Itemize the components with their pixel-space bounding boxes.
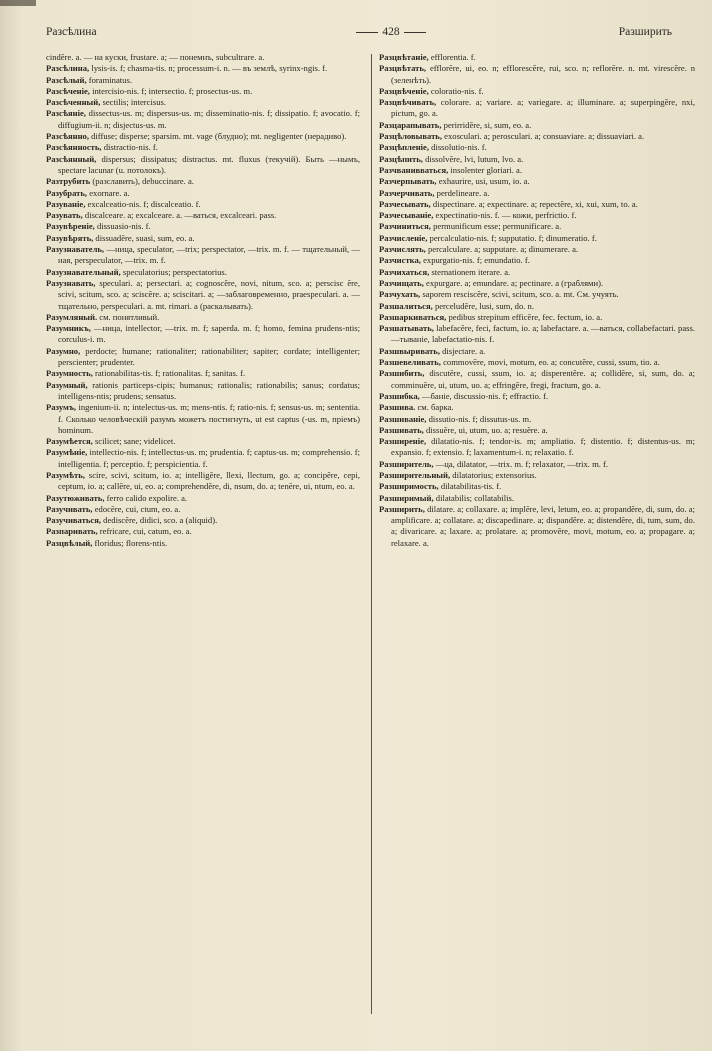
dictionary-entry [379, 120, 695, 131]
entry-definition: —ница, speculator, —trix; perspectator, —trix. m. f. — тщательный, —ная, perspeculator, —trix. m. f. [58, 244, 361, 266]
dictionary-entry [46, 538, 360, 549]
dictionary-entry [379, 97, 695, 120]
entry-headword: Разширительный, [379, 469, 451, 480]
dictionary-entry [46, 233, 360, 244]
entry-definition: ferro calido expolire. a. [106, 492, 188, 503]
entry-definition: expectinatio-nis. f. — кожи, perfrictio. f. [435, 210, 577, 221]
dictionary-entry [379, 301, 695, 312]
entry-definition: lysis-is. f; chasma-tis. n; processum-i. n. — въ землѣ, syrinx-ngis. f. [91, 63, 328, 74]
entry-definition: discalceare. a; excalceare. a. —ваться, excalceari. pass. [84, 210, 277, 221]
entry-headword: Разутюживать, [46, 492, 105, 503]
entry-headword: Разумно, [46, 345, 81, 356]
dictionary-entry [46, 493, 360, 504]
entry-headword: Разсѣянно, [46, 131, 89, 142]
entry-definition: sternationem iterare. a. [431, 266, 511, 277]
entry-definition: labefacĕre, feci, factum, io. a; labefactare. a. —ваться, collabefactari. pass. —тываніе, labefactatio-nis. f. [391, 323, 695, 345]
dictionary-entry [379, 233, 695, 244]
entry-definition: efflorēre, ui, eo. n; efflorescĕre, rui, sco. n; reflorēre. n. mt. virescĕre. n (зеленѣть). [391, 63, 695, 85]
entry-definition: perirridĕre, si, sum, eo. a. [443, 119, 532, 130]
dictionary-entry [46, 199, 360, 210]
entry-definition: disjectare. a. [442, 345, 486, 356]
entry-definition: dissuadēre, suasi, sum, eo. a. [95, 232, 195, 243]
dictionary-entry [46, 436, 360, 447]
dictionary-entry [46, 97, 360, 108]
dictionary-entry [46, 368, 360, 379]
entry-headword: Разцвѣтаніе, [379, 52, 429, 62]
entry-headword: Разумѣть, [46, 469, 85, 480]
dictionary-entry [379, 289, 695, 300]
dictionary-entry [379, 188, 695, 199]
dictionary-entry [379, 357, 695, 368]
dictionary-entry [46, 52, 360, 63]
entry-definition: scilicet; sane; videlicet. [94, 436, 176, 447]
left-column [46, 52, 360, 549]
dictionary-entry [46, 267, 360, 278]
entry-headword: Разчерпывать, [379, 176, 437, 187]
header-page-number [336, 26, 446, 38]
entry-headword: Разпаривать, [46, 526, 98, 537]
dictionary-entry [379, 176, 695, 187]
entry-headword: Разшива. [379, 402, 416, 413]
entry-definition: efflorentia. f. [430, 52, 476, 62]
entry-definition: dissolutio-nis. f. [431, 142, 487, 153]
entry-headword: Разубрать, [46, 187, 88, 198]
entry-headword: Разшевеливать, [379, 357, 441, 368]
entry-headword: Разшалиться, [379, 300, 433, 311]
entry-headword: Разчистка, [379, 255, 421, 266]
entry-headword: Разчесывать, [379, 198, 431, 209]
dictionary-entry [46, 75, 360, 86]
dictionary-entry [46, 108, 360, 131]
dictionary-entry [379, 210, 695, 221]
entry-headword: Разумляный. [46, 311, 98, 322]
header-rule-left [356, 32, 378, 33]
dictionary-entry [379, 278, 695, 289]
entry-headword: Разучиваться, [46, 515, 102, 526]
dictionary-entry [379, 165, 695, 176]
entry-definition: dispectinare. a; expectinare. a; repectĕre, xi, xui, xum, to. a. [432, 198, 638, 209]
entry-definition: dilatare. a; collaxare. a; implēre, levi, letum, eo. a; propandĕre, di, sum, do. a; amplificare. a; collatare. a; discapedinare. a; dispandĕre. a; distendĕre, di, tum, sum, do. a; divaricare. a; laxare. a; prolatare. a; promovēre, movi, motum, eo. a; propagare. a; relaxare. a. [391, 503, 696, 548]
entry-definition: cindĕre. a. — на куски, frustare. a; — понемнъ, subcultrare. a. [46, 52, 265, 62]
dictionary-entry [379, 493, 695, 504]
entry-definition: scire, scivi, scitum, io. a; intelligĕre, llexi, llectum, go. a; concipĕre, cepi, ceptum, io. a; callēre, ui, eo. a; comprehendĕre, di, nsum, do. a; tenēre, ui, ntum, eo. a. [58, 469, 360, 492]
entry-definition: dilatatio-nis. f; tendor-is. m; ampliatio. f; distentio. f; distentus-us. m; expansio. f; extensio. f; laxamentum-i. n; relaxatio. f. [391, 436, 696, 458]
dictionary-entry [379, 368, 695, 391]
entry-definition: speculatorius; perspectatorius. [122, 266, 227, 277]
entry-definition: rationis particeps-cipis; humanus; rationalis; rationabilis; sanus; cordatus; intelligens-ntis; prudens; sensatus. [58, 379, 360, 401]
entry-definition: perdelineare. a. [436, 187, 490, 198]
dictionary-entry [46, 86, 360, 97]
dictionary-entry [379, 402, 695, 413]
entry-headword: Разузнаватель, [46, 244, 105, 255]
entry-definition: pedibus strepitum efficĕre, fec. fectum, io. a. [448, 311, 603, 322]
entry-definition: sectilis; intercisus. [102, 97, 167, 108]
entry-definition: dissuasio-nis. f. [96, 221, 151, 232]
entry-headword: Разсѣяніе, [46, 108, 86, 119]
entry-definition: foraminatus. [88, 74, 132, 85]
entry-definition: floridus; florens-ntis. [94, 537, 168, 548]
entry-headword: Разузнавательный, [46, 266, 121, 277]
entry-definition: intellectio-nis. f; intellectus-us. m; prudentia. f; captus-us. m; comprehensio. f; intelligentia. f; perceptio. f; perspicientia. f. [58, 447, 360, 469]
header-rule-right [404, 32, 426, 33]
entry-definition: —ница, intellector, —trix. m. f; saperda. m. f; homo, femina prudens-ntis; corculus-i. m. [58, 323, 360, 345]
entry-definition: см. понятливый. [99, 311, 160, 322]
entry-definition: dissutio-nis. f; dissutus-us. m. [428, 413, 532, 424]
header-left-word: Разсѣлина [46, 26, 97, 38]
dictionary-entry [379, 391, 695, 402]
entry-definition: exosculari. a; perosculari. a; consuaviare. a; dissuaviari. a. [444, 131, 645, 142]
entry-definition: permunificum esse; permunificare. a. [433, 221, 562, 232]
entry-headword: Разумный, [46, 379, 88, 390]
entry-definition: commovēre, movi, motum, eo. a; concutĕre, cussi, ssum, tio. a. [443, 357, 660, 368]
dictionary-entry [46, 221, 360, 232]
dictionary-entry [46, 526, 360, 537]
dictionary-entry [379, 86, 695, 97]
entry-headword: Разчислять, [379, 244, 426, 255]
entry-headword: Разтрубить [46, 176, 91, 187]
entry-definition: excalceatio-nis. f; discalceatio. f. [87, 198, 201, 209]
right-column [379, 52, 695, 549]
entry-headword: Разширимый, [379, 492, 434, 503]
entry-definition: dilatatorius; extensorius. [452, 469, 537, 480]
entry-definition: expurgatio-nis. f; emundatio. f. [423, 255, 530, 266]
dictionary-entry [46, 210, 360, 221]
entry-definition: exornare. a. [89, 187, 130, 198]
entry-headword: Разчесываніе, [379, 210, 434, 221]
dictionary-entry [46, 447, 360, 470]
entry-definition: rationabilitas-tis. f; rationalitas. f; sanitas. f. [95, 368, 246, 379]
entry-headword: Разувѣреніе, [46, 221, 95, 232]
entry-headword: Разчихаться, [379, 266, 430, 277]
entry-definition: discutĕre, cussi, ssum, io. a; disperentĕre. a; collidĕre, si, sum, do. a; comminuĕre, ui, utum, uo. a; effringĕre, fregi, fractum, go. a. [391, 368, 695, 390]
entry-headword: Разширеніе, [379, 436, 427, 447]
entry-headword: Разцвѣтать, [379, 63, 427, 74]
entry-headword: Разчисленіе, [379, 232, 428, 243]
dictionary-entry [379, 470, 695, 481]
entry-headword: Разчухать, [379, 289, 421, 300]
entry-headword: Разумникъ, [46, 323, 91, 334]
entry-definition: refricare, cui, catum, eo. a. [99, 526, 192, 537]
entry-definition: percalculatio-nis. f; supputatio. f; dinumeratio. f. [429, 232, 597, 243]
entry-headword: Разширимость, [379, 481, 439, 492]
entry-definition: perceludĕre, lusi, sum, do. n. [434, 300, 534, 311]
entry-headword: Разшибка, [379, 390, 420, 401]
entry-definition: expurgare. a; emundare. a; pectinare. a (граблями). [426, 277, 604, 288]
entry-headword: Разучивать, [46, 503, 93, 514]
entry-headword: Разчерчивать, [379, 187, 435, 198]
entry-headword: Разсѣлый, [46, 74, 87, 85]
dictionary-entry [379, 267, 695, 278]
entry-headword: Разцвѣченіе, [379, 85, 429, 96]
entry-headword: Разсѣянность, [46, 142, 102, 153]
entry-definition: dediscĕre, didici, sco. a (aliquid). [103, 515, 218, 526]
dictionary-entry [46, 380, 360, 403]
entry-definition: см. барка. [417, 402, 454, 413]
dictionary-entry [46, 504, 360, 515]
entry-definition: (разславить), debuccinare. a. [92, 176, 194, 187]
column-divider [371, 54, 372, 1014]
entry-headword: Разувѣрять, [46, 232, 94, 243]
entry-definition: exhaurire, usi, usum, io. a. [438, 176, 530, 187]
dictionary-entry [379, 244, 695, 255]
entry-definition: colorare. a; variare. a; variegare. a; illuminare. a; superpingĕre, nxi, pictum, go. a. [391, 97, 695, 119]
dictionary-entry [379, 154, 695, 165]
dictionary-entry [379, 131, 695, 142]
entry-definition: —баніе, discussio-nis. f; effractio. f. [421, 390, 549, 401]
dictionary-entry [46, 244, 360, 267]
entry-definition: dissolvĕre, lvi, lutum, lvo. a. [425, 153, 524, 164]
entry-definition: dilatabilitas-tis. f. [440, 481, 502, 492]
entry-headword: Разуваніе, [46, 198, 86, 209]
entry-headword: Разумѣется, [46, 436, 93, 447]
entry-headword: Разшаркиваться, [379, 311, 447, 322]
entry-headword: Разцѣпленіе, [379, 142, 429, 153]
dictionary-entry [46, 323, 360, 346]
dictionary-entry [379, 63, 695, 86]
entry-definition: perdocte; humane; rationaliter; rationabiliter; sapiter; cordate; intelligenter; perscienter; prudenter. [58, 345, 360, 368]
page-header [46, 26, 672, 46]
entry-headword: Разсѣченный, [46, 97, 101, 108]
dictionary-entry [46, 402, 360, 436]
dictionary-entry [379, 504, 695, 549]
entry-headword: Разчванивваться, [379, 164, 449, 175]
dictionary-entry [379, 323, 695, 346]
entry-headword: Разшатывать, [379, 323, 434, 334]
entry-headword: Разсѣянный, [46, 153, 97, 164]
entry-definition: dissuĕre, ui, utum, uo. a; resuĕre. a. [426, 424, 548, 435]
entry-headword: Разузнавать, [46, 277, 96, 288]
dictionary-entry [379, 425, 695, 436]
entry-definition: intercisio-nis. f; intersectio. f; prosectus-us. m. [92, 85, 253, 96]
entry-headword: Разсѣченіе, [46, 85, 90, 96]
entry-headword: Разцѣпить, [379, 153, 423, 164]
entry-headword: Разувать, [46, 210, 83, 221]
entry-definition: —ца, dilatator, —trix. m. f; relaxator, —trix. m. f. [435, 458, 609, 469]
dictionary-entry [46, 63, 360, 74]
entry-definition: edocēre, cui, ctum, eo. a. [94, 503, 181, 514]
entry-headword: Разшибить, [379, 368, 425, 379]
entry-headword: Разширить, [379, 503, 425, 514]
dictionary-entry [379, 459, 695, 470]
dictionary-entry [379, 312, 695, 323]
page-number: 428 [382, 26, 400, 38]
dictionary-entry [379, 436, 695, 459]
entry-headword: Разшиваніе, [379, 413, 427, 424]
dictionary-entry [46, 154, 360, 177]
entry-headword: Разцарапывать, [379, 119, 442, 130]
entry-headword: Разсѣлина, [46, 63, 90, 74]
dictionary-entry [46, 188, 360, 199]
dictionary-entry [46, 278, 360, 312]
dictionary-entry [379, 199, 695, 210]
dictionary-entry [46, 142, 360, 153]
entry-definition: dissectus-us. m; dispersus-us. m; disseminatio-nis. f; dissipatio. f; avocatio. f; diffugium-ii. n; disjectus-us. m. [58, 108, 360, 130]
entry-headword: Разумность, [46, 368, 93, 379]
entry-definition: ingenium-ii. n; intelectus-us. m; mens-ntis. f; ratio-nis. f; sensus-us. m; sententia. f. Сколько человѣческій разумъ можетъ постигнуть, ut est captus (-us. m, пріемъ) hominum. [58, 402, 361, 435]
dictionary-entry [46, 131, 360, 142]
entry-definition: speculari. a; persectari. a; cognoscĕre, novi, nitum, sco. a; perscisc ĕre, scivi, scitum, sco. a; sciscĕre. a; sciscitari. a; —заблаговременно, praespeculari. a. — тщательно, perspeculari. a. mt. rimari. a (раскалывать). [58, 277, 360, 311]
dictionary-entry [379, 414, 695, 425]
dictionary-entry [379, 255, 695, 266]
dictionary-entry [46, 176, 360, 187]
entry-headword: Разумѣніе, [46, 447, 88, 458]
entry-definition: distractio-nis. f. [103, 142, 158, 153]
entry-headword: Разчиниться, [379, 221, 431, 232]
dictionary-entry [379, 346, 695, 357]
entry-definition: dilatabilis; collatabilis. [435, 492, 515, 503]
entry-headword: Разцвѣлый, [46, 537, 93, 548]
dictionary-entry [46, 346, 360, 369]
entry-headword: Разширитель, [379, 458, 434, 469]
dictionary-entry [379, 52, 695, 63]
entry-headword: Разцвѣчивать, [379, 97, 437, 108]
entry-definition: insolenter gloriari. a. [450, 164, 522, 175]
entry-definition: saporem resciscĕre, scivi, scitum, sco. a. mt. См. учуять. [422, 289, 619, 300]
dictionary-entry [46, 470, 360, 493]
entry-headword: Разцѣловывать, [379, 131, 442, 142]
dictionary-entry [379, 221, 695, 232]
entry-headword: Разчищать, [379, 277, 424, 288]
page-edge-mark [0, 0, 36, 6]
entry-definition: diffuse; disperse; sparsim. mt. vage (блудно); mt. negligenter (нерадиво). [91, 131, 347, 142]
dictionary-entry [46, 515, 360, 526]
entry-definition: percalculare. a; supputare. a; dinumerare. a. [427, 244, 579, 255]
entry-headword: Разшивать, [379, 424, 424, 435]
dictionary-entry [379, 142, 695, 153]
header-right-word: Разширить [618, 26, 672, 38]
entry-headword: Разшвыривать, [379, 345, 440, 356]
entry-definition: dispersus; dissipatus; distractus. mt. fluxus (текучій). Быть —нымъ, spectare lacunar (u. потолокъ). [58, 153, 360, 175]
dictionary-entry [46, 312, 360, 323]
entry-headword: Разумъ, [46, 402, 77, 413]
entry-definition: coloratio-nis. f. [430, 85, 484, 96]
dictionary-entry [379, 481, 695, 492]
